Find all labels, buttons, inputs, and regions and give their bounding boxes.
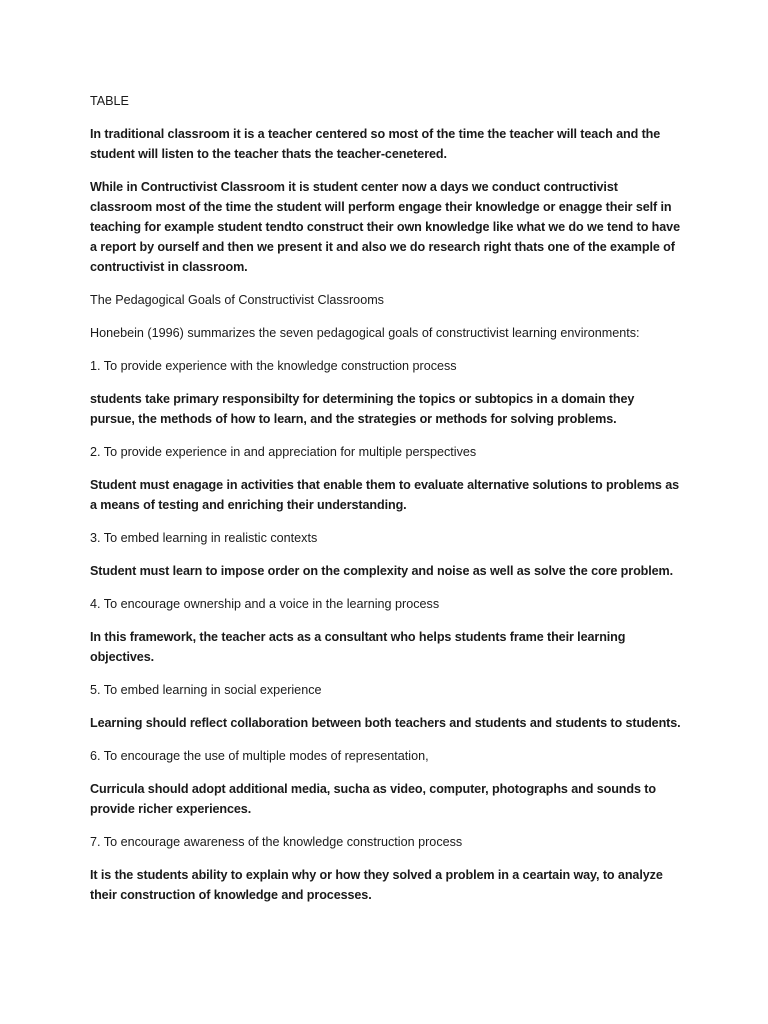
goal-4-title: 4. To encourage ownership and a voice in the learning process xyxy=(90,597,440,611)
intro-paragraph: Honebein (1996) summarizes the seven pedagogical goals of constructivist learning environments: xyxy=(90,326,640,340)
goal-6-explanation: Curricula should adopt additional media, sucha as video, computer, photographs and sounds to provide richer experiences. xyxy=(90,782,656,816)
goal-2-explanation: Student must enagage in activities that enable them to evaluate alternative solutions to problems as a means of testing and enriching their understanding. xyxy=(90,478,680,512)
document-heading: TABLE xyxy=(90,94,129,108)
goal-7-explanation: It is the students ability to explain why or how they solved a problem in a ceartain way, to analyze their construction of knowledge and processes. xyxy=(90,868,663,902)
goal-5-title: 5. To embed learning in social experience xyxy=(90,683,322,697)
goal-7-title: 7. To encourage awareness of the knowledge construction process xyxy=(90,835,463,849)
goal-1-explanation: students take primary responsibilty for determining the topics or subtopics in a domain they pursue, the methods of how to learn, and the strategies or methods for solving problems. xyxy=(90,392,635,426)
goal-3-title: 3. To embed learning in realistic contexts xyxy=(90,531,318,545)
goal-4-explanation: In this framework, the teacher acts as a consultant who helps students frame their learning objectives. xyxy=(90,630,626,664)
goal-3-explanation: Student must learn to impose order on the complexity and noise as well as solve the core problem. xyxy=(90,564,674,578)
goal-1-title: 1. To provide experience with the knowledge construction process xyxy=(90,359,457,373)
document-body xyxy=(90,91,682,918)
paragraph-constructivist-classroom: While in Contructivist Classroom it is student center now a days we conduct contructivist classroom most of the time the student will perform engage their knowledge or enagge their self in teaching for example student tendto construct their own knowledge like what we do we tend to have a report by ourself and then we present it and also we do research right thats one of the example of contructivist in classroom. xyxy=(90,180,680,274)
paragraph-traditional-classroom: In traditional classroom it is a teacher centered so most of the time the teacher will teach and the student will listen to the teacher thats the teacher-cenetered. xyxy=(90,127,661,161)
goal-2-title: 2. To provide experience in and appreciation for multiple perspectives xyxy=(90,445,477,459)
section-title: The Pedagogical Goals of Constructivist Classrooms xyxy=(90,293,384,307)
goal-6-title: 6. To encourage the use of multiple modes of representation, xyxy=(90,749,429,763)
goal-5-explanation: Learning should reflect collaboration between both teachers and students and students to students. xyxy=(90,716,681,730)
